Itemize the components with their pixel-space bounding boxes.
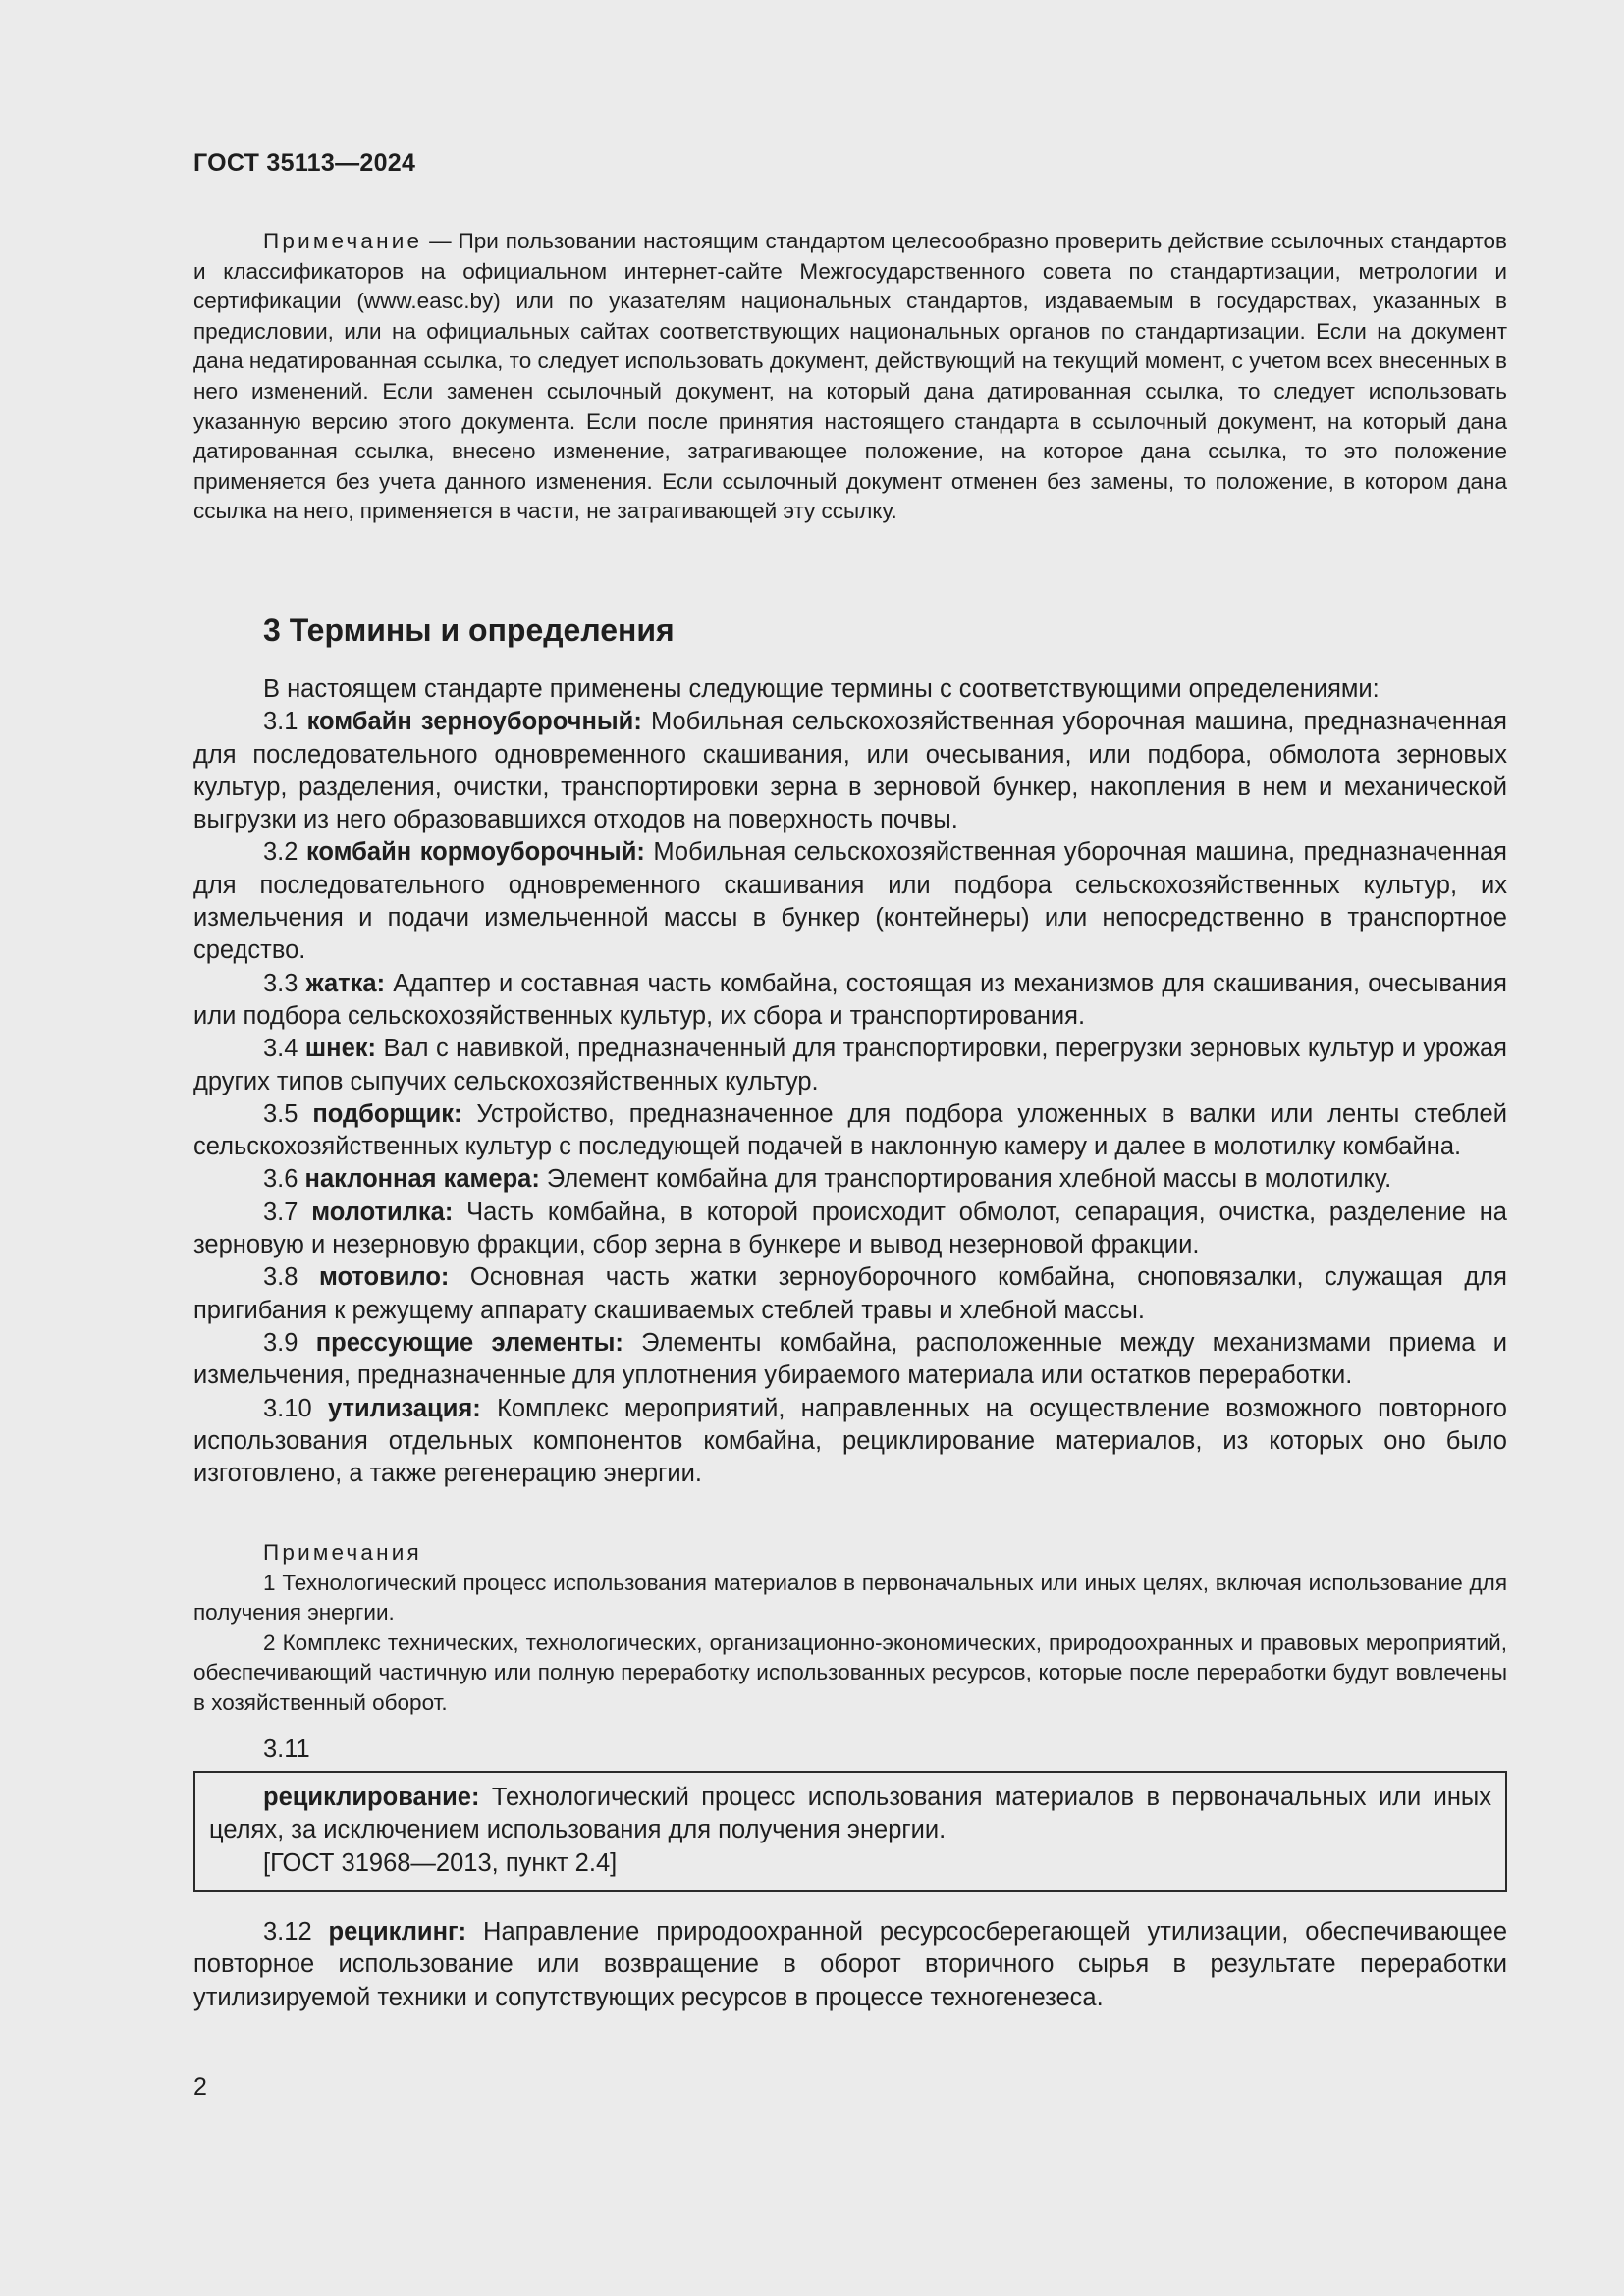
term-name: молотилка: [311,1198,454,1226]
term-definition: Элементы комбайна, расположенные между механизмами приема и измельчения, предназначенные для уплотнения убираемого материала или остатков переработки. [193,1328,1507,1390]
term-definition: Технологический процесс использования материалов в первоначальных или иных целях, за исключением использования для получения энергии. [209,1784,1491,1844]
term-number: 3.8 [263,1263,319,1292]
term-definition: Вал с навивкой, предназначенный для транспортировки, перегрузки зерновых культур и урожая других типов сыпучих сельскохозяйственных культур. [193,1035,1507,1095]
term-number: 3.4 [263,1035,305,1063]
term-number: 3.2 [263,838,306,867]
term-name: подборщик: [312,1099,462,1128]
note-text: — При пользовании настоящим стандартом целесообразно проверить действие ссылочных стандартов и классификаторов на официальном интернет-сайте Межгосударственного совета по стандартизации, метрологии и сертификации (www.easc.by) или по указателям национальных стандартов, издаваемым в государствах, указанных в предисловии, или на официальных сайтах соответствующих национальных органов по стандартизации. Если на документ дана недатированная ссылка, то следует использовать документ, действующий на текущий момент, с учетом всех внесенных в него изменений. Если заменен ссылочный документ, на который дана датированная ссылка, то следует использовать указанную версию этого документа. Если после принятия настоящего стандарта в ссылочный документ, на который дана датированная ссылка, внесено изменение, затрагивающее положение, на которое дана ссылка, то это положение применяется без учета данного изменения. Если ссылочный документ отменен без замены, то положение, в котором дана ссылка на него, применяется в части, не затрагивающей эту ссылку. [193,229,1507,524]
term-entry [193,968,1507,1034]
utilization-notes [193,1538,1507,1719]
term-number: 3.5 [263,1099,313,1128]
section-intro: В настоящем стандарте применены следующие термины с соответствующими определениями: [263,675,1380,703]
section-title: 3 Термины и определения [263,613,675,648]
term-entry [193,836,1507,967]
term-definition: Комплекс мероприятий, направленных на осуществление возможного повторного использования отдельных компонентов комбайна, рециклирование материалов, из которых оно было изготовлено, а также регенерацию энергии. [193,1394,1507,1488]
note-item: 2 Комплекс технических, технологических, организационно-экономических, природоохранных и правовых мероприятий, обеспечивающий частичную или полную переработку использованных ресурсов, которые после переработки будут вовлечены в хозяйственный оборот. [193,1629,1507,1715]
term-definition: Мобильная сельскохозяйственная уборочная машина, предназначенная для последовательного одновременного скашивания, или очесывания, или подбора, обмолота зерновых культур, разделения, очистки, транспортировки зерна в зерновой бункер, накопления в нем и механической выгрузки из него образовавшихся отходов на поверхность почвы. [193,708,1507,834]
term-entry [193,1033,1507,1098]
term-entry [193,1916,1507,2014]
term-entry [209,1782,1491,1847]
term-entry [193,1098,1507,1164]
term-definition: Устройство, предназначенное для подбора уложенных в валки или ленты стеблей сельскохозяйственных культур с последующей подачей в наклонную камеру и далее в молотилку комбайна. [193,1099,1507,1161]
term-name: утилизация: [327,1394,481,1422]
boxed-term-definition [193,1771,1507,1892]
term-name: жатка: [305,969,386,997]
term-name: шнек: [304,1035,376,1063]
term-definition: Элемент комбайна для транспортирования хлебной массы в молотилку. [539,1165,1392,1194]
term-definition: Направление природоохранной ресурсосберегающей утилизации, обеспечивающее повторное использование или возвращение в оборот вторичного сырья в результате переработки утилизируемой техники и сопутствующих ресурсов в процессе техногенезеса. [193,1918,1508,2011]
references-note [193,227,1507,527]
term-definition: Мобильная сельскохозяйственная уборочная машина, предназначенная для последовательного одновременного скашивания или подбора сельскохозяйственных культур, их измельчения и подачи измельченной массы в бункер (контейнеры) или непосредственно в транспортное средство. [193,838,1507,965]
term-name: рециклирование: [263,1784,480,1811]
notes-label: Примечания [263,1540,422,1565]
note-item: 1 Технологический процесс использования материалов в первоначальных или иных целях, включая использование для получения энергии. [193,1570,1507,1626]
references-note-paragraph [193,227,1507,527]
term-definition: Часть комбайна, в которой происходит обмолот, сепарация, очистка, разделение на зерновую и незерновую фракции, сбор зерна в бункере и вывод незерновой фракции. [193,1198,1507,1259]
term-number: 3.3 [263,969,306,997]
term-3-11-number: 3.11 [263,1735,310,1763]
term-entry [193,1393,1507,1491]
term-number: 3.1 [263,708,307,736]
term-name: прессующие элементы: [315,1328,623,1357]
term-name: рециклинг: [328,1918,467,1946]
term-name: мотовило: [318,1263,450,1292]
page-number: 2 [193,2073,207,2101]
term-name: комбайн кормоуборочный: [305,838,645,867]
term-definition: Адаптер и составная часть комбайна, состоящая из механизмов для скашивания, очесывания или подбора сельскохозяйственных культур, их сбора и транспортирования. [193,969,1507,1030]
term-entry [193,1163,1507,1196]
term-entry [193,1197,1507,1262]
term-name: комбайн зерноуборочный: [306,708,642,736]
term-source-reference: [ГОСТ 31968—2013, пункт 2.4] [263,1848,618,1877]
term-name: наклонная камера: [304,1165,540,1194]
term-number: 3.7 [263,1198,312,1226]
term-entry [193,706,1507,836]
term-entry [193,1261,1507,1327]
note-label: Примечание [263,229,423,253]
term-3-12 [193,1916,1507,2014]
term-entry [193,1327,1507,1393]
term-number: 3.12 [263,1918,329,1946]
term-definition: Основная часть жатки зерноуборочного комбайна, сноповязалки, служащая для пригибания к режущему аппарату скашиваемых стеблей травы и хлебной массы. [193,1263,1507,1324]
term-number: 3.9 [263,1328,316,1357]
term-number: 3.6 [263,1165,305,1194]
terms-list [193,673,1507,1490]
document-header-code: ГОСТ 35113—2024 [193,149,416,177]
term-number: 3.10 [263,1394,328,1422]
